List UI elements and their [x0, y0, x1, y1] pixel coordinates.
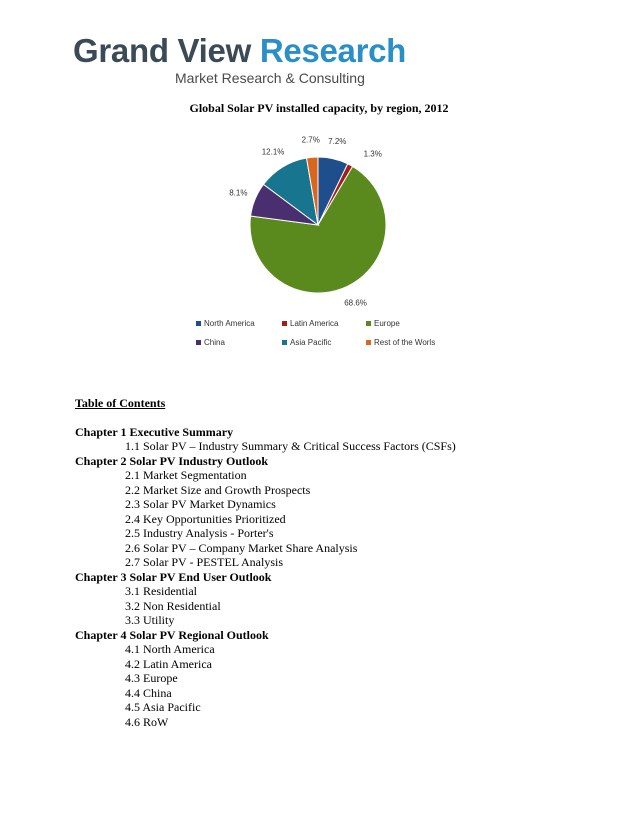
toc-section: 2.7 Solar PV - PESTEL Analysis — [125, 555, 284, 569]
toc-section: 3.2 Non Residential — [125, 598, 221, 613]
pie-slice-label: 1.3% — [363, 149, 382, 159]
logo-word-grand-view: Grand View — [73, 32, 251, 69]
toc-section: 4.5 Asia Pacific — [125, 700, 201, 714]
toc-section: 1.1 Solar PV – Industry Summary & Critical Success Factors (CSFs) — [125, 439, 456, 453]
toc-heading: Table of Contents — [75, 396, 166, 410]
toc-list — [75, 425, 615, 730]
legend-swatch — [196, 321, 201, 326]
toc-section: 4.2 Latin America — [125, 656, 212, 671]
toc-section: 2.3 Solar PV Market Dynamics — [125, 497, 276, 511]
logo-brand — [73, 33, 406, 69]
toc-chapter: Chapter 2 Solar PV Industry Outlook — [75, 453, 269, 468]
legend-swatch — [366, 321, 371, 326]
pie-chart — [130, 128, 510, 358]
pie-chart-svg — [130, 128, 510, 358]
pie-slice-label: 68.6% — [344, 298, 367, 308]
toc-section: 3.3 Utility — [125, 613, 175, 627]
toc-chapter: Chapter 4 Solar PV Regional Outlook — [75, 627, 269, 642]
pie-slice-label: 7.2% — [328, 137, 347, 147]
pie-slice-label: 2.7% — [301, 135, 320, 145]
legend-swatch — [196, 340, 201, 345]
logo-tagline: Market Research & Consulting — [175, 70, 365, 86]
pie-slice-label: 12.1% — [261, 147, 285, 157]
table-of-contents — [75, 396, 615, 729]
toc-section: 2.6 Solar PV – Company Market Share Analysis — [125, 540, 358, 555]
legend-swatch — [282, 321, 287, 326]
company-logo — [73, 33, 406, 87]
legend-label: North America — [204, 319, 255, 328]
legend-swatch — [282, 340, 287, 345]
toc-section: 2.2 Market Size and Growth Prospects — [125, 482, 311, 497]
legend-label: China — [204, 338, 225, 347]
legend-label: Latin America — [290, 319, 339, 328]
toc-section: 4.1 North America — [125, 642, 215, 656]
toc-section: 4.6 RoW — [125, 714, 169, 729]
legend-swatch — [366, 340, 371, 345]
toc-section: 2.4 Key Opportunities Prioritized — [125, 511, 286, 526]
toc-section: 2.1 Market Segmentation — [125, 468, 247, 482]
logo-word-research: Research — [259, 32, 407, 69]
toc-section: 3.1 Residential — [125, 584, 197, 598]
legend-label: Asia Pacific — [290, 338, 332, 347]
legend-label: Rest of the Worls — [374, 338, 436, 347]
figure-caption: Global Solar PV installed capacity, by region, 2012 — [189, 101, 449, 115]
toc-section: 2.5 Industry Analysis - Porter's — [125, 526, 274, 540]
toc-section: 4.3 Europe — [125, 671, 178, 685]
toc-chapter: Chapter 1 Executive Summary — [75, 424, 234, 439]
toc-section: 4.4 China — [125, 685, 172, 700]
toc-chapter: Chapter 3 Solar PV End User Outlook — [75, 569, 272, 584]
legend-label: Europe — [374, 319, 400, 328]
pie-slice-label: 8.1% — [229, 188, 248, 198]
